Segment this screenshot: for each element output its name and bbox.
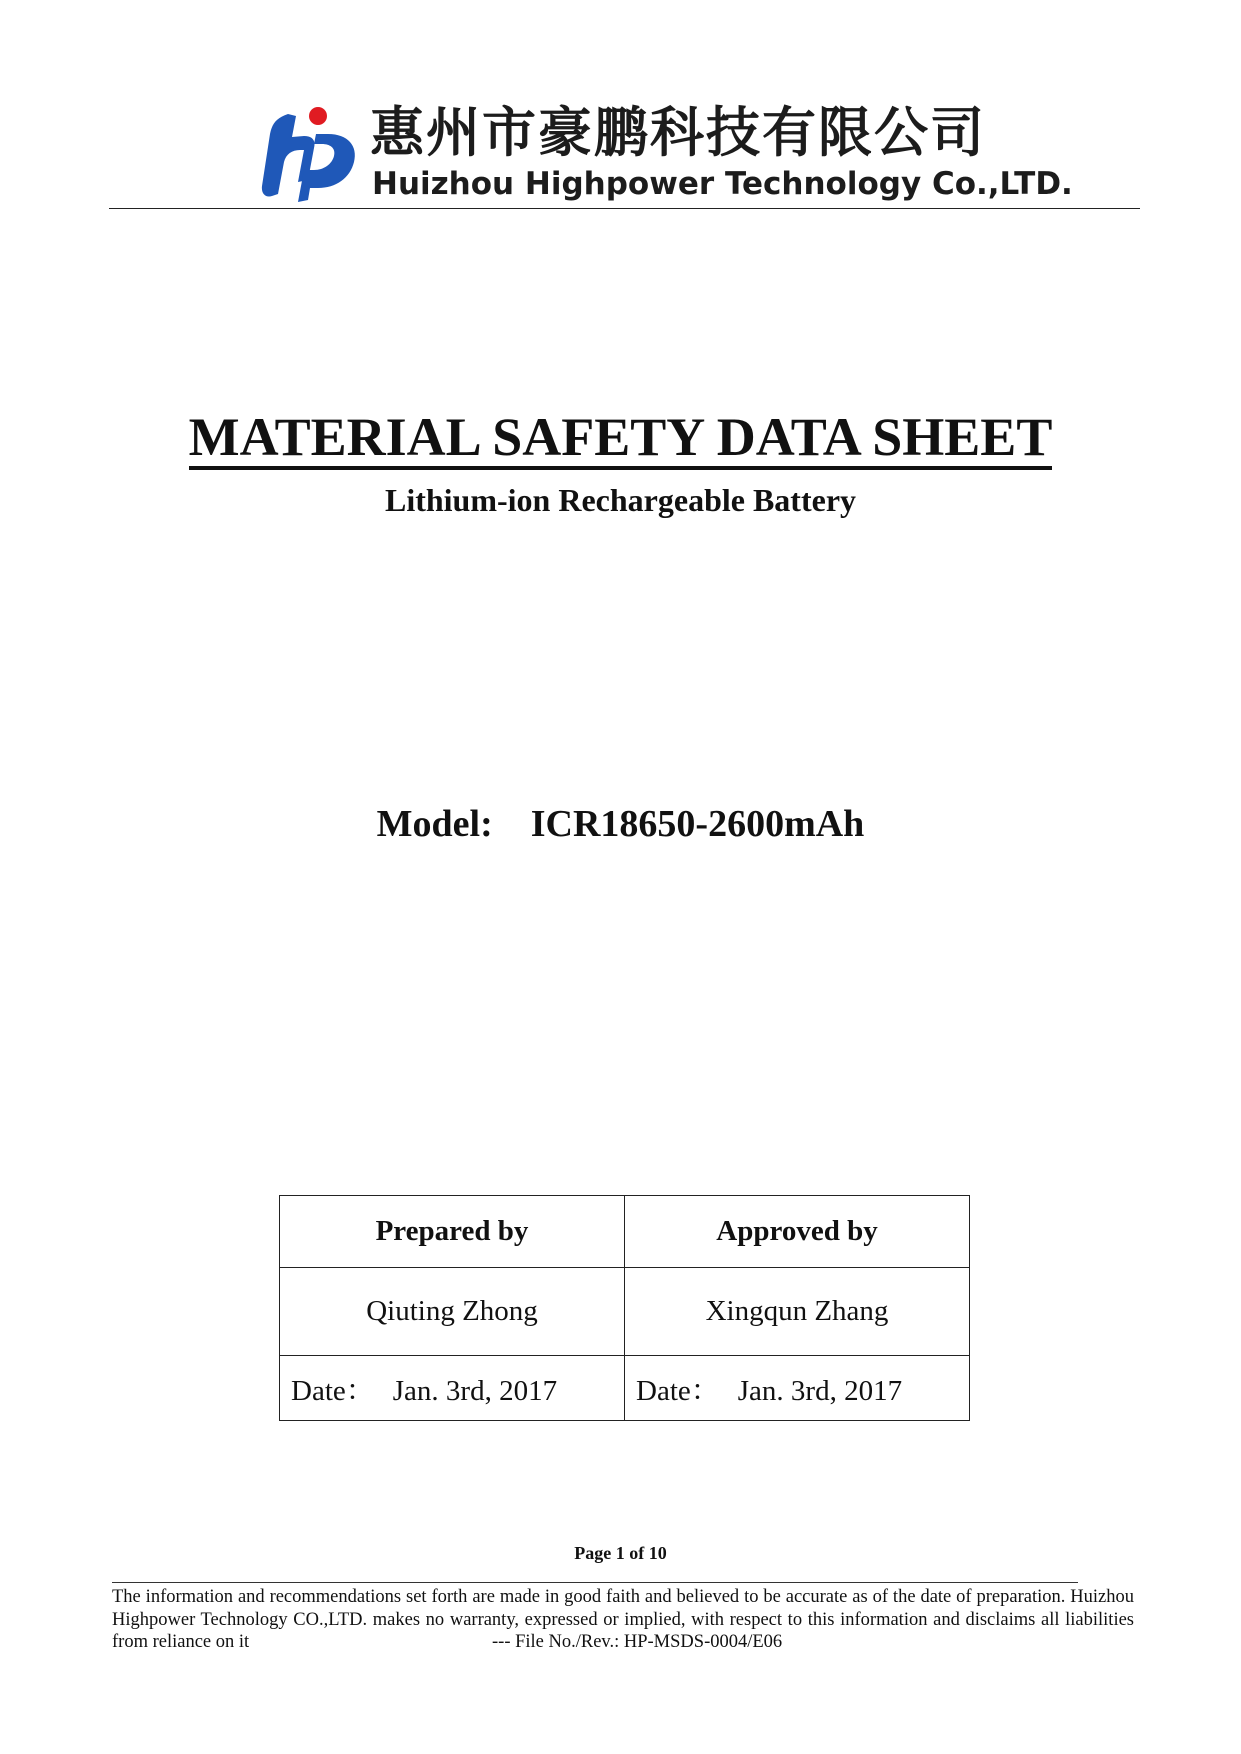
approved-date-label: Date： — [636, 1374, 720, 1407]
header-divider — [109, 208, 1140, 209]
footer-divider — [112, 1582, 1078, 1583]
company-name-english: Huizhou Highpower Technology Co.,LTD. — [372, 166, 1073, 202]
model-line — [0, 800, 1241, 848]
company-logo-icon — [258, 104, 362, 206]
prepared-by-header: Prepared by — [280, 1196, 625, 1268]
disclaimer-line-1: The information and recommendations set forth are made in good faith and believed to be accurate as of the date of preparation. Huizhou — [112, 1587, 1134, 1607]
preparer-name: Qiuting Zhong — [280, 1268, 625, 1356]
document-title-text: MATERIAL SAFETY DATA SHEET — [189, 408, 1053, 470]
disclaimer-line-3-row — [112, 1631, 1134, 1654]
table-dates-row — [280, 1356, 970, 1421]
disclaimer-line-3: from reliance on it — [112, 1632, 250, 1652]
document-subtitle: Lithium-ion Rechargeable Battery — [384, 482, 857, 518]
prepared-date-label: Date： — [291, 1374, 375, 1407]
disclaimer-line-2: Highpower Technology CO.,LTD. makes no warranty, expressed or implied, with respect to this information and disclaims all liabilities — [112, 1609, 1134, 1630]
model-label: Model: — [376, 803, 493, 845]
prepared-date-cell — [280, 1356, 625, 1421]
file-number: --- File No./Rev.: HP-MSDS-0004/E06 — [492, 1632, 783, 1652]
prepared-date-value: Jan. 3rd, 2017 — [392, 1374, 558, 1407]
table-header-row — [280, 1196, 970, 1268]
page-header — [0, 0, 1241, 215]
company-name-chinese: 惠州市豪鹏科技有限公司 — [370, 101, 986, 164]
approver-name: Xingqun Zhang — [625, 1268, 970, 1356]
approved-by-header: Approved by — [625, 1196, 970, 1268]
approved-date-cell — [625, 1356, 970, 1421]
page-number: Page 1 of 10 — [574, 1543, 667, 1563]
model-value: ICR18650-2600mAh — [530, 803, 865, 845]
document-title — [0, 405, 1241, 470]
approved-date-value: Jan. 3rd, 2017 — [737, 1374, 903, 1407]
approval-table — [279, 1195, 970, 1421]
footer-disclaimer — [112, 1586, 1134, 1654]
table-names-row — [280, 1268, 970, 1356]
